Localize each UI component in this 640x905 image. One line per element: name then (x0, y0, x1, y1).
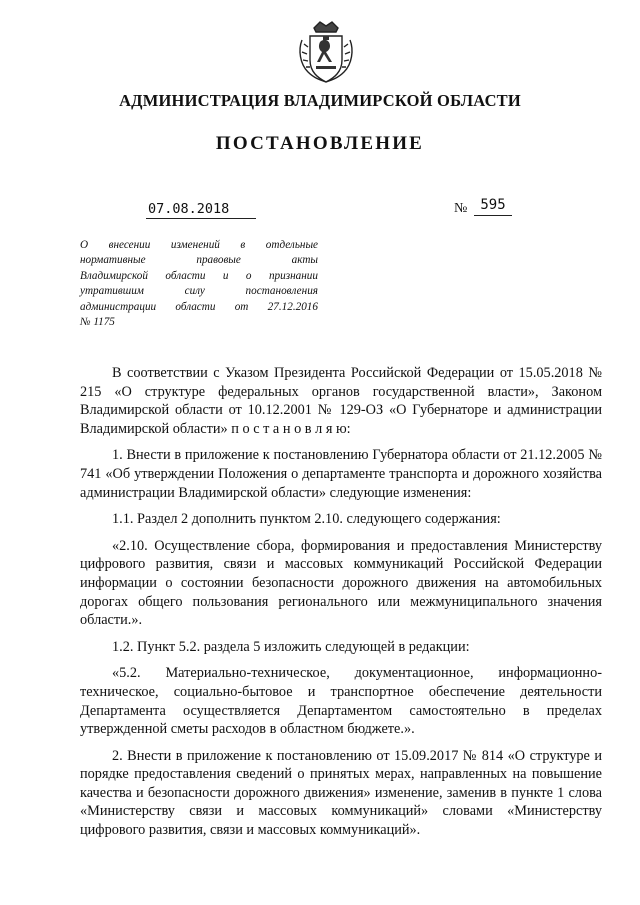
organization-title: АДМИНИСТРАЦИЯ ВЛАДИМИРСКОЙ ОБЛАСТИ (119, 91, 521, 110)
paragraph-quote-2-10: «2.10. Осуществление сбора, формирования и предоставления Министерству цифрового развития, связи и массовых коммуникаций Российской Федерации информации о состоянии безопасности дорожного движения на автомобильных дорогах общего пользования регионального или межмуниципального значения области.». (80, 537, 602, 629)
subject-line: № 1175 (80, 315, 115, 328)
document-type-title: ПОСТАНОВЛЕНИЕ (215, 133, 425, 154)
coat-of-arms-icon (296, 20, 356, 84)
subject-line: Владимирской области и о признании (80, 269, 318, 282)
document-subject (80, 238, 318, 330)
subject-line: нормативные правовые акты (80, 254, 318, 267)
paragraph-preamble: В соответствии с Указом Президента Российской Федерации от 15.05.2018 № 215 «О структуре федеральных органов государственной власти», Законом Владимирской области от 10.12.2001 № 129-ОЗ «О Губернаторе и администрации Владимирской области» п о с т а н о в л я ю: (80, 365, 602, 437)
document-date: 07.08.2018 (146, 200, 256, 219)
subject-line: администрации области от 27.12.2016 (80, 300, 318, 313)
paragraph-item-1-1: 1.1. Раздел 2 дополнить пунктом 2.10. следующего содержания: (112, 511, 501, 528)
number-label: № (454, 201, 468, 216)
paragraph-quote-5-2: «5.2. Материально-техническое, документационное, информационно-техническое, социально-бытовое и транспортное обеспечение деятельности Департамента осуществляется Департаментом самостоятельно в пределах утвержденной сметы расходов в областном бюджете.». (80, 665, 602, 738)
document-number: 595 (474, 196, 512, 216)
subject-line: О внесении изменений в отдельные (80, 239, 318, 251)
paragraph-item-1: 1. Внести в приложение к постановлению Губернатора области от 21.12.2005 № 741 «Об утверждении Положения о департаменте транспорта и дорожного хозяйства администрации Владимирской области» следующие изменения: (80, 447, 602, 501)
paragraph-item-1-2: 1.2. Пункт 5.2. раздела 5 изложить следующей в редакции: (112, 638, 470, 655)
subject-line: утратившим силу постановления (80, 285, 318, 298)
paragraph-item-2: 2. Внести в приложение к постановлению от 15.09.2017 № 814 «О структуре и порядке предоставления сведений о принятых мерах, направленных на повышение качества и безопасности дорожного движения» изменение, заменив в пункте 1 слова «Министерству связи и массовых коммуникаций» словами «Министерству цифрового развития, связи и массовых коммуникаций». (80, 747, 602, 839)
document-body (80, 364, 602, 840)
